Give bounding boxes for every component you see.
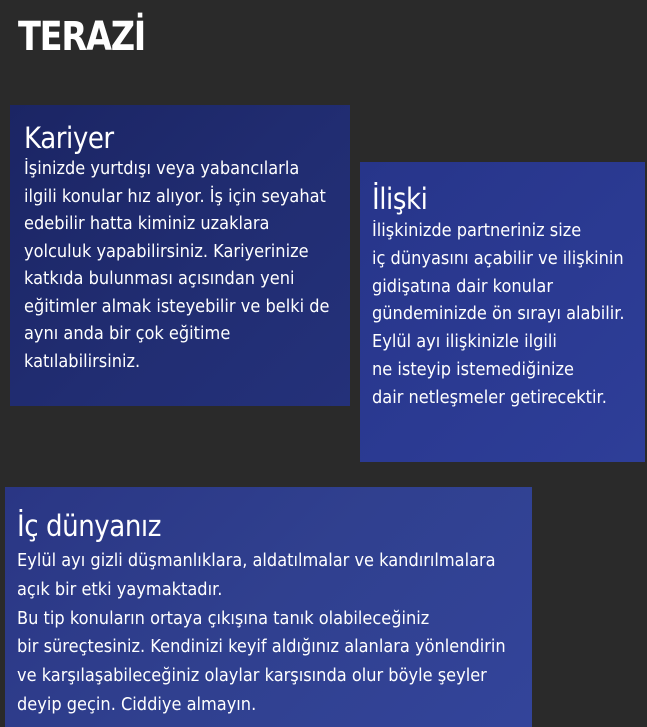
text-line: deyip geçin. Ciddiye almayın.	[17, 693, 257, 715]
text-line: dair netleşmeler getirecektir.	[372, 386, 607, 408]
text-line: Eylül ayı gizli düşmanlıklara, aldatılmalar ve kandırılmalara	[17, 550, 496, 571]
text-line: açık bir etki yaymaktadır.	[17, 578, 223, 600]
card-heading-icdunyaniz: İç dünyanız	[17, 509, 161, 543]
text-line: aynı anda bir çok eğitime	[24, 323, 231, 344]
text-line: ne isteyip istemediğinize	[372, 358, 574, 380]
text-line: Bu tip konuların ortaya çıkışına tanık olabileceğiniz	[17, 607, 430, 629]
text-line: ve karşılaşabileceğiniz olaylar karşısında olur böyle şeyler	[17, 665, 487, 687]
text-line: bir süreçtesiniz. Kendinizi keyif aldığınız alanlara yönlendirin	[17, 636, 506, 658]
card-iliski	[360, 162, 645, 462]
text-line: yolculuk yapabilirsiniz. Kariyerinize	[24, 240, 309, 262]
text-line: katılabilirsiniz.	[24, 350, 141, 372]
text-line: ilgili konular hız alıyor. İş için seyahat	[24, 185, 326, 207]
card-heading-kariyer: Kariyer	[24, 121, 114, 155]
card-kariyer	[10, 105, 350, 406]
text-line: gidişatına dair konular	[372, 275, 553, 297]
card-body-icdunyaniz	[17, 547, 506, 720]
text-line: İlişkinizde partneriniz size	[372, 220, 582, 241]
page-title: TERAZİ	[18, 14, 146, 60]
text-line: gündeminizde ön sırayı alabilir.	[372, 303, 625, 325]
text-line: iç dünyasını açabilir ve ilişkinin	[372, 247, 624, 269]
card-body-kariyer	[24, 155, 330, 375]
text-line: edebilir hatta kiminiz uzaklara	[24, 213, 270, 234]
card-icdunyaniz	[5, 487, 532, 727]
text-line: Eylül ayı ilişkinizle ilgili	[372, 331, 557, 353]
card-body-iliski	[372, 217, 625, 412]
text-line: katkıda bulunması açısından yeni	[24, 268, 295, 289]
text-line: İşinizde yurtdışı veya yabancılarla	[24, 158, 300, 179]
text-line: eğitimler almak isteyebilir ve belki de	[24, 295, 330, 317]
card-heading-iliski: İlişki	[372, 182, 428, 216]
